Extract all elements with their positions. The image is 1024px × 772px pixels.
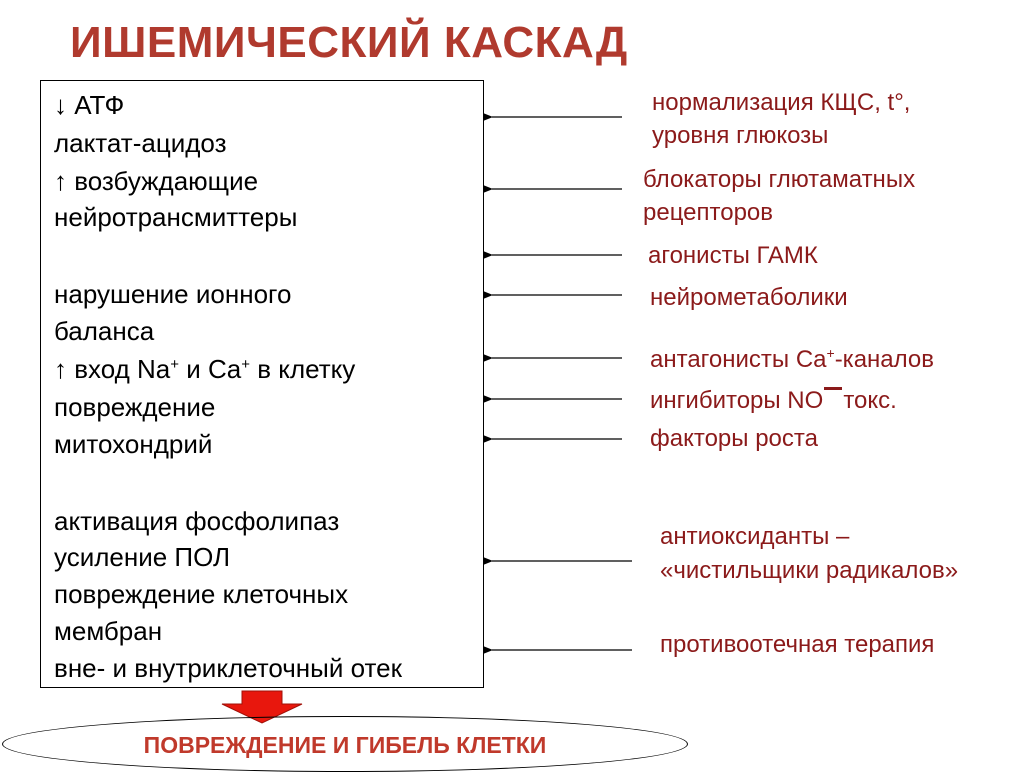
cascade-item-neurotransmitters: нейротрансмиттеры bbox=[54, 202, 298, 232]
cascade-item-damage: повреждение bbox=[54, 392, 216, 422]
treatment-gaba-agonists: агонисты ГАМК bbox=[648, 242, 818, 269]
treatment-neurometabolics: нейрометаболики bbox=[650, 284, 848, 311]
cascade-item-balance: баланса bbox=[54, 316, 155, 346]
cascade-item-ion-entry: ↑ вход Na+ и Ca+ в клетку bbox=[54, 354, 356, 384]
cascade-item-edema: вне- и внутриклеточный отек bbox=[54, 653, 402, 683]
cascade-item-phospholipase: активация фосфолипаз bbox=[54, 506, 340, 536]
treatment-radical-scavengers: «чистильщики радикалов» bbox=[660, 557, 959, 584]
cascade-item-pol: усиление ПОЛ bbox=[54, 542, 231, 572]
cascade-item-ionic: нарушение ионного bbox=[54, 279, 292, 309]
page-title: ИШЕМИЧЕСКИЙ КАСКАД bbox=[70, 18, 628, 67]
treatment-growth-factors: факторы роста bbox=[650, 425, 818, 452]
cascade-item-excitatory: ↑ возбуждающие bbox=[54, 166, 259, 196]
treatment-acid-base: нормализация КЩС, t°, bbox=[652, 89, 911, 116]
cascade-item-mitochondria: митохондрий bbox=[54, 429, 213, 459]
treatment-ca-antagonists: антагонисты Ca+-каналов bbox=[650, 345, 935, 373]
treatment-receptors: рецепторов bbox=[643, 199, 774, 226]
cascade-item-atp: ↓ АТФ bbox=[54, 90, 125, 120]
cascade-item-membranes: мембран bbox=[54, 616, 163, 646]
result-label: ПОВРЕЖДЕНИЕ И ГИБЕЛЬ КЛЕТКИ bbox=[143, 732, 547, 758]
treatment-antioxidants: антиоксиданты – bbox=[660, 523, 850, 550]
treatment-antiedema: противоотечная терапия bbox=[660, 631, 935, 658]
treatment-glucose: уровня глюкозы bbox=[652, 122, 829, 149]
overbar-mark bbox=[823, 386, 843, 416]
treatment-no-inhibitors: ингибиторы NO токс. bbox=[650, 387, 897, 414]
cascade-item-lactate: лактат-ацидоз bbox=[54, 128, 227, 158]
cascade-item-membrane-damage: повреждение клеточных bbox=[54, 579, 349, 609]
treatment-glutamate-blockers: блокаторы глютаматных bbox=[643, 166, 916, 193]
